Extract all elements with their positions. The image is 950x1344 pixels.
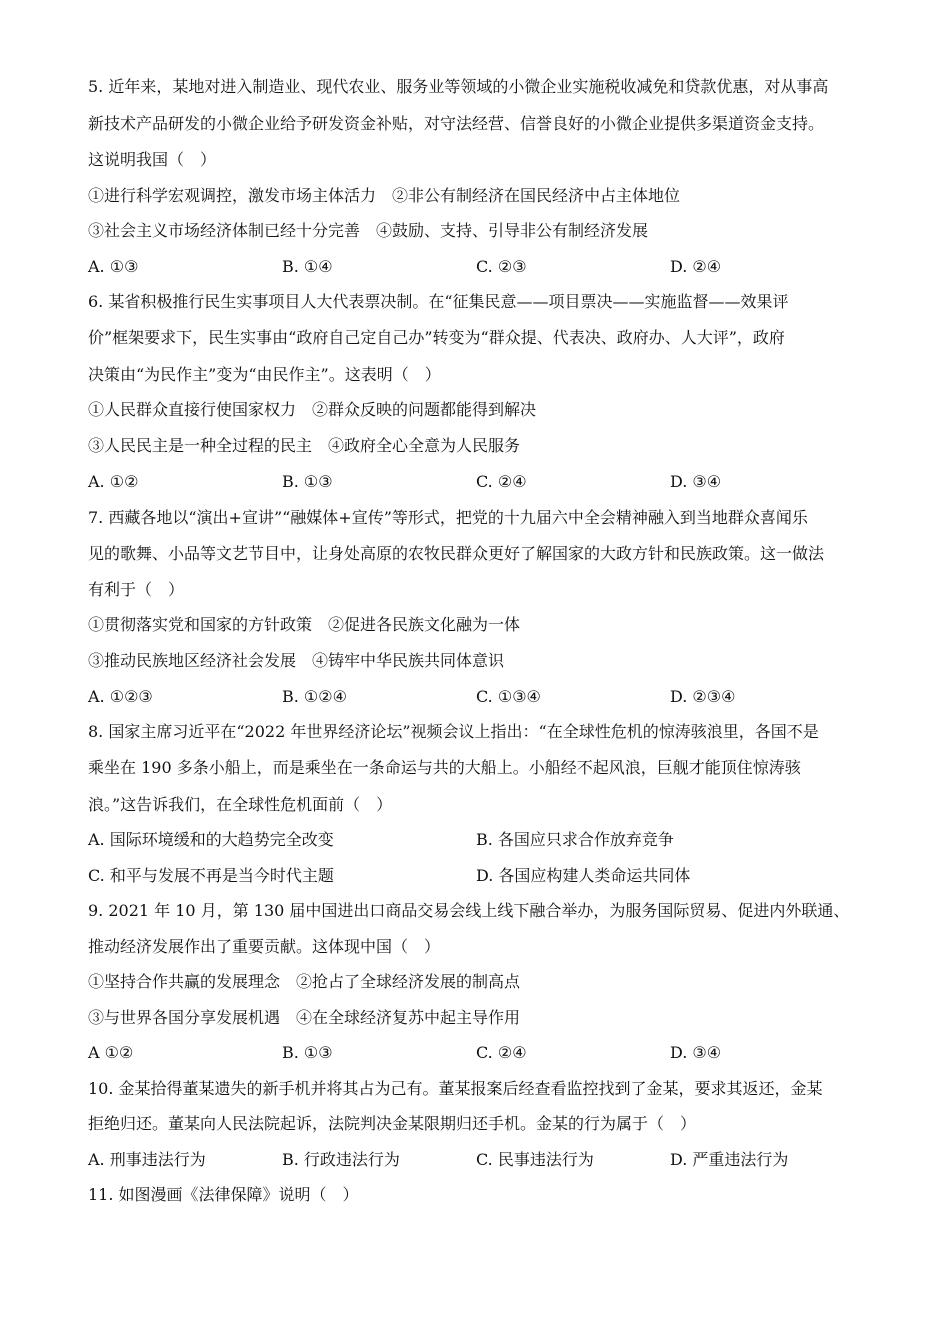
q8-option-d: D. 各国应构建人类命运共同体 — [476, 866, 691, 885]
q8-option-c: C. 和平与发展不再是当今时代主题 — [88, 866, 334, 885]
q10-stem-line-2: 拒绝归还。董某向人民法院起诉，法院判决金某限期归还手机。金某的行为属于（ ） — [88, 1114, 697, 1133]
q9-option-d: D. ③④ — [670, 1043, 722, 1062]
q9-option-a: A ①② — [88, 1043, 134, 1062]
q10-option-b: B. 行政违法行为 — [282, 1150, 400, 1169]
q5-option-c: C. ②③ — [476, 257, 527, 276]
q10-option-a: A. 刑事违法行为 — [88, 1150, 206, 1169]
q7-option-c: C. ①③④ — [476, 687, 541, 706]
q10-option-c: C. 民事违法行为 — [476, 1150, 594, 1169]
q9-statement-line-2: ③与世界各国分享发展机遇 ④在全球经济复苏中起主导作用 — [88, 1008, 521, 1027]
q10-stem-line-1: 10. 金某拾得董某遗失的新手机并将其占为己有。董某报案后经查看监控找到了金某，要求其返还，金某 — [88, 1079, 823, 1098]
q9-stem-line-2: 推动经济发展作出了重要贡献。这体现中国（ ） — [88, 937, 441, 956]
q6-stem-line-1: 6. 某省积极推行民生实事项目人大代表票决制。在“征集民意——项目票决——实施监督——效果评 — [88, 292, 789, 311]
q9-option-c: C. ②④ — [476, 1043, 527, 1062]
q5-option-a: A. ①③ — [88, 257, 139, 276]
q8-stem-line-1: 8. 国家主席习近平在“2022 年世界经济论坛”视频会议上指出：“在全球性危机的惊涛骇浪里，各国不是 — [88, 722, 819, 741]
q6-option-b: B. ①③ — [282, 472, 333, 491]
q5-stem-line-3: 这说明我国（ ） — [88, 150, 217, 169]
q6-stem-line-3: 决策由“为民作主”变为“由民作主”。这表明（ ） — [88, 365, 441, 384]
q6-option-c: C. ②④ — [476, 472, 527, 491]
q5-stem-line-1: 5. 近年来，某地对进入制造业、现代农业、服务业等领域的小微企业实施税收减免和贷款优惠，对从事高 — [88, 77, 829, 96]
q7-stem-line-3: 有利于（ ） — [88, 580, 185, 599]
q6-stem-line-2: 价”框架要求下，民生实事由“政府自己定自己办”转变为“群众提、代表决、政府办、人大评”，政府 — [88, 328, 785, 347]
q6-option-a: A. ①② — [88, 472, 139, 491]
q5-stem-line-2: 新技术产品研发的小微企业给予研发资金补贴，对守法经营、信誉良好的小微企业提供多渠道资金支持。 — [88, 114, 825, 133]
q8-stem-line-3: 浪。”这告诉我们，在全球性危机面前（ ） — [88, 795, 393, 814]
q6-option-d: D. ③④ — [670, 472, 722, 491]
q7-statement-line-1: ①贯彻落实党和国家的方针政策 ②促进各民族文化融为一体 — [88, 615, 521, 634]
q9-stem-line-1: 9. 2021 年 10 月，第 130 届中国进出口商品交易会线上线下融合举办，为服务国际贸易、促进内外联通、 — [88, 901, 850, 920]
q5-statement-line-1: ①进行科学宏观调控，激发市场主体活力 ②非公有制经济在国民经济中占主体地位 — [88, 186, 681, 205]
q7-option-b: B. ①②④ — [282, 687, 347, 706]
q5-option-d: D. ②④ — [670, 257, 722, 276]
q7-stem-line-2: 见的歌舞、小品等文艺节目中，让身处高原的农牧民群众更好了解国家的大政方针和民族政策。这一做法 — [88, 544, 825, 563]
q5-option-b: B. ①④ — [282, 257, 333, 276]
q8-option-b: B. 各国应只求合作放弃竞争 — [476, 830, 674, 849]
q7-stem-line-1: 7. 西藏各地以“演出+宣讲”“融媒体+宣传”等形式，把党的十九届六中全会精神融入到当地群众喜闻乐 — [88, 508, 808, 527]
q7-option-d: D. ②③④ — [670, 687, 736, 706]
q7-option-a: A. ①②③ — [88, 687, 153, 706]
q11-stem-line-1: 11. 如图漫画《法律保障》说明（ ） — [88, 1185, 359, 1204]
q7-statement-line-2: ③推动民族地区经济社会发展 ④铸牢中华民族共同体意识 — [88, 651, 505, 670]
q6-statement-line-2: ③人民民主是一种全过程的民主 ④政府全心全意为人民服务 — [88, 436, 521, 455]
q5-statement-line-2: ③社会主义市场经济体制已经十分完善 ④鼓励、支持、引导非公有制经济发展 — [88, 221, 649, 240]
q10-option-d: D. 严重违法行为 — [670, 1150, 789, 1169]
q8-stem-line-2: 乘坐在 190 多条小船上，而是乘坐在一条命运与共的大船上。小船经不起风浪，巨舰才能顶住惊涛骇 — [88, 758, 801, 777]
q6-statement-line-1: ①人民群众直接行使国家权力 ②群众反映的问题都能得到解决 — [88, 400, 537, 419]
q8-option-a: A. 国际环境缓和的大趋势完全改变 — [88, 830, 334, 849]
q9-option-b: B. ①③ — [282, 1043, 333, 1062]
q9-statement-line-1: ①坚持合作共赢的发展理念 ②抢占了全球经济发展的制高点 — [88, 972, 521, 991]
